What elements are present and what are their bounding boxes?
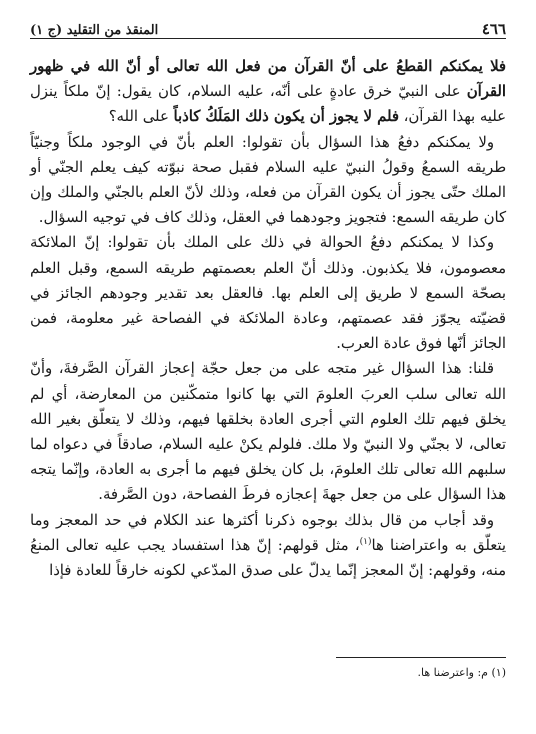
text-segment: فلم لا يجوز أن يكون ذلك المَلَكُ كاذباً bbox=[173, 108, 399, 126]
footnote: (١) م: واعترضنا ها. bbox=[417, 666, 506, 679]
paragraph bbox=[30, 130, 506, 231]
paragraph bbox=[30, 54, 506, 130]
text-segment: وقد أجاب من قال بذلك بوجوه ذكرنا أكثرها عند الكلام في حد المعجز وما يتعلّق به واعتراضنا ها bbox=[30, 511, 506, 554]
text-segment: ، مثل قولهم: إنّ هذا استفساد يجب عليه تعالى المنعُ منه، وقولهم: إنّ المعجز إنّما يدلّ على صدق المدّعي لكونه خارقاً للعادة فإذا bbox=[30, 536, 506, 580]
paragraph bbox=[30, 508, 506, 584]
text-segment: ولا يمكنكم دفعُ هذا السؤال بأن تقولوا: العلم بأنّ في الوجود ملكاً وجنيّاً طريقه السمعُ وقولُ النبيّ عليه السلام فقبل صحة نبوّته كيف يعلم الجنّي أو الملك حتّى يجوز أن يكون القرآن من فعله، وذلك لأنّ العلم بالجنّي والملك وإن كان طريقه السمع: فتجويز وجودهما في العقل، وذلك كاف في توجيه السؤال. bbox=[30, 133, 506, 227]
text-segment: فلا يمكنكم القطعُ على أنّ القرآن من فعل الله تعالى أو أنّ الله في ظهور القرآن bbox=[30, 58, 506, 101]
book-title: المنقذ من التقليد (ج ١) bbox=[30, 23, 159, 38]
text-segment: قلنا: هذا السؤال غير متجه على من جعل حجّة إعجاز القرآن الصَّرفةَ، وأنّ الله تعالى سلب العربَ العلومَ التي بها كانوا متمكّنين من المعارضة، أي لم يخلق فيهم تلك العلوم التي أجرى العادة بخلقها فيهم، وذلك لا يتعلّق بغير الله تعالى، لا بجنّي ولا النبيّ ولا ملك. فلولم يكنْ عليه السلام، صادقاً في دعواه لما سلبهم الله تعالى تلك العلومَ، بل كان يخلق فيهم ما أجرى به العادة، وإنّما يتجه هذا السؤال على من جعل جهةَ إعجازه فرطَ الفصاحة، دون الصَّرفة. bbox=[30, 360, 506, 504]
footnote-divider bbox=[336, 657, 506, 658]
text-segment: وكذا لا يمكنكم دفعُ الحوالة في ذلك على الملك بأن تقولوا: إنّ الملائكة معصومون، فلا يكذبون. وذلك أنّ العلم بعصمتهم طريقه السمع، وقبل العلم بصحّة السمع لا طريق إلى العلم بها. فالعقل بعد تقدير وجودهم الجائز في قضيّته يجوّز فقد عصمتهم، وعادة الملائكة في الفصاحة غير معلومة، فمن الجائز أنّها فوق عادة العرب. bbox=[30, 234, 506, 353]
paragraph bbox=[30, 356, 506, 507]
paragraph bbox=[30, 230, 506, 356]
body-text bbox=[30, 54, 506, 583]
page-header bbox=[30, 14, 506, 39]
page-number: ٤٦٦ bbox=[481, 20, 506, 38]
text-segment: على النبيّ خرق عادةٍ على أنّه، عليه السلام، كان يقول: إنّ ملكاً ينزل عليه بهذا القرآن، bbox=[30, 83, 506, 126]
text-segment: على الله؟ bbox=[108, 108, 174, 126]
footnote-ref[interactable]: (١) bbox=[359, 536, 372, 547]
